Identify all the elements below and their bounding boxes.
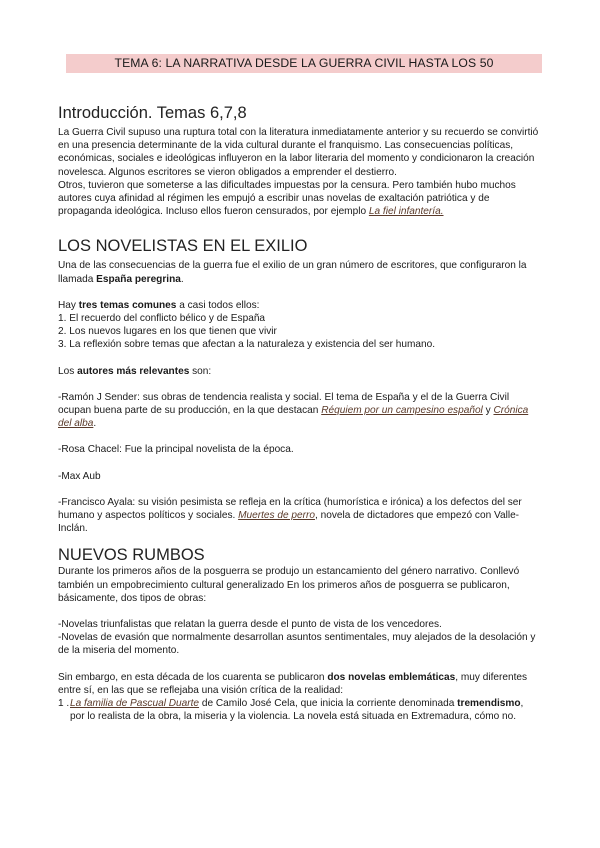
intro-paragraph-1: La Guerra Civil supuso una ruptura total con la literatura inmediatamente anterior y su recuerdo se convirtió en una presencia determinante de la vida cultural durante el franquismo. Las consecuencias políticas, económicas, sociales e ideológicas influyeron en la labor literaria del momento y condicionaron la creación novelesca. Algunos escritores se vieron obligados a emprender el destierro.: [58, 127, 539, 178]
temas-intro: Hay tres temas comunes a casi todos ellos:: [58, 299, 260, 311]
work-link-requiem[interactable]: Réquiem por un campesino español: [321, 405, 483, 417]
list-item: 1. El recuerdo del conflicto bélico y de España: [58, 313, 266, 325]
autores-intro: Los autores más relevantes son:: [58, 365, 212, 377]
rumbos-paragraph-1: Durante los primeros años de la posguerra se produjo un estancamiento del género narrativo. Conllevó también un empobrecimiento cultural generalizado En los primeros años de posguerra se publicaron, básicamente, dos tipos de obras:: [58, 566, 520, 604]
section-heading-nuevos-rumbos: NUEVOS RUMBOS: [58, 546, 205, 565]
autor-chacel: -Rosa Chacel: Fue la principal novelista de la época.: [58, 444, 294, 456]
section-heading-exilio: LOS NOVELISTAS EN EL EXILIO: [58, 237, 308, 256]
list-item: 2. Los nuevos lugares en los que tienen que vivir: [58, 326, 277, 338]
list-item: 1 . La familia de Pascual Duarte de Camilo José Cela, que inicia la corriente denominada tremendismo, por lo realista de la obra, la miseria y la violencia. La novela está situada en Extremadura, cómo no.: [58, 698, 524, 723]
work-link-muertes-de-perro[interactable]: Muertes de perro: [238, 510, 315, 522]
intro-paragraph-2: Otros, tuvieron que someterse a las dificultades impuestas por la censura. Pero también hubo muchos autores cuya afinidad al régimen les empujó a escribir unas novelas de exaltación patriótica y de propaganda ideológica. Incluso ellos fueron censurados, por ejemplo La fiel infantería.: [58, 179, 516, 218]
document-title: TEMA 6: LA NARRATIVA DESDE LA GUERRA CIVIL HASTA LOS 50: [66, 54, 542, 73]
rumbos-tipo-1: -Novelas triunfalistas que relatan la guerra desde el punto de vista de los vencedores.: [58, 619, 442, 631]
autor-ayala: -Francisco Ayala: su visión pesimista se refleja en la crítica (humorística e irónica) a los defectos del ser humano y aspectos políticos y sociales. Muertes de perro, novela de dictadores que empezó con Valle-Inclán.: [58, 496, 522, 535]
section-heading-introduccion: Introducción. Temas 6,7,8: [58, 104, 247, 122]
rumbos-tipo-2: -Novelas de evasión que normalmente desarrollan asuntos sentimentales, muy alejados de la desolación y de la miseria del momento.: [58, 632, 536, 657]
work-link-pascual-duarte[interactable]: La familia de Pascual Duarte: [70, 698, 200, 710]
work-link-la-fiel-infanteria[interactable]: La fiel infantería.: [368, 206, 444, 218]
work-link-cronica-del-alba[interactable]: Crónica del alba: [58, 405, 529, 430]
autor-aub: -Max Aub: [58, 470, 101, 482]
list-item: 3. La reflexión sobre temas que afectan a la naturaleza y existencia del ser humano.: [58, 339, 436, 351]
document-page: [58, 54, 540, 724]
exilio-paragraph-1: Una de las consecuencias de la guerra fue el exilio de un gran número de escritores, que configuraron la llamada España peregrina.: [58, 260, 527, 285]
autor-sender: -Ramón J Sender: sus obras de tendencia realista y social. El tema de España y el de la Guerra Civil ocupan buena parte de su producción, en la que destacan Réquiem por un campesino español y Crónica del alba.: [58, 391, 529, 430]
rumbos-paragraph-2: Sin embargo, en esta década de los cuarenta se publicaron dos novelas emblemáticas, muy diferentes entre sí, en las que se reflejaba una visión crítica de la realidad:: [58, 671, 528, 696]
